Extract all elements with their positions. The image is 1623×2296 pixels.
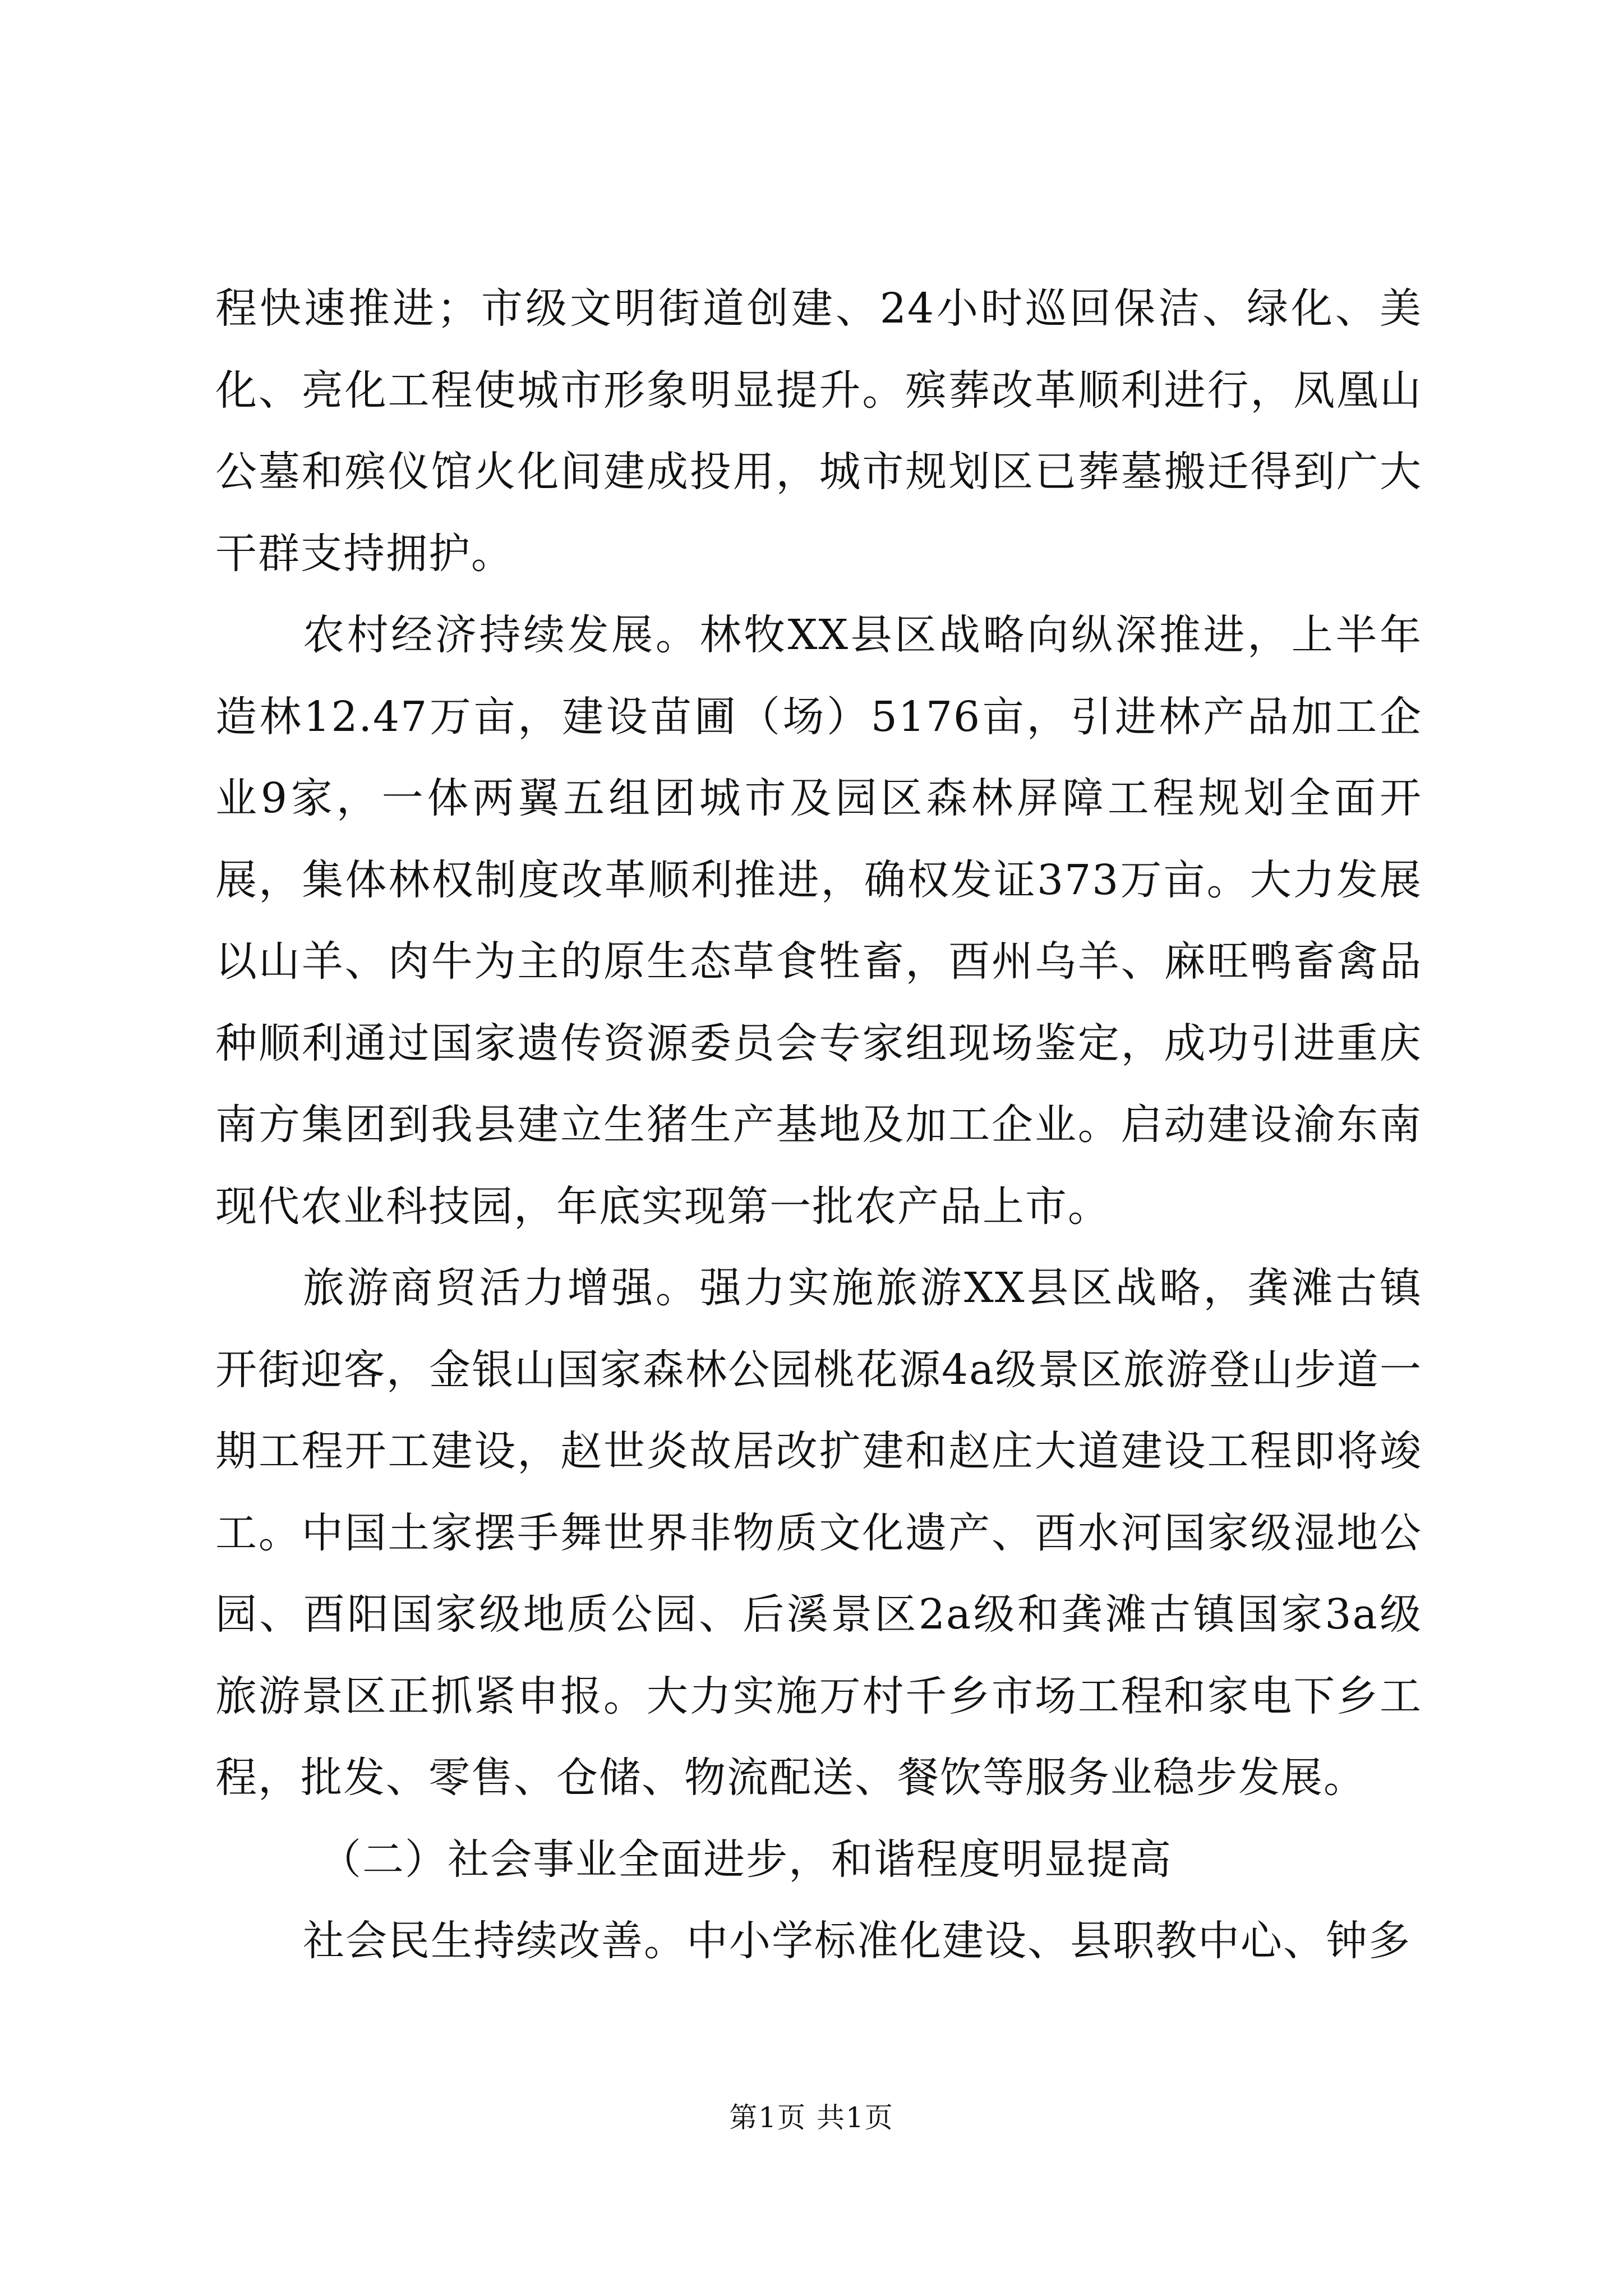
paragraph-continuation: 程快速推进；市级文明街道创建、24小时巡回保洁、绿化、美化、亮化工程使城市形象明显提升。殡葬改革顺利进行，凤凰山公墓和殡仪馆火化间建成投用，城市规划区已葬墓搬迁得到广大干群支持拥护。 bbox=[215, 284, 1422, 578]
document-body bbox=[215, 268, 1422, 1982]
section-heading: （二）社会事业全面进步，和谐程度明显提高 bbox=[320, 1835, 1172, 1884]
page-footer: 第1页 共1页 bbox=[729, 2101, 894, 2134]
paragraph-rural-economy: 农村经济持续发展。林牧XX县区战略向纵深推进，上半年造林12.47万亩，建设苗圃（场）5176亩，引进林产品加工企业9家，一体两翼五组团城市及园区森林屏障工程规划全面开展，集体林权制度改革顺利推进，确权发证373万亩。大力发展以山羊、肉牛为主的原生态草食牲畜，酉州乌羊、麻旺鸭畜禽品种顺利通过国家遗传资源委员会专家组现场鉴定，成功引进重庆南方集团到我县建立生猪生产基地及加工企业。启动建设渝东南现代农业科技园，年底实现第一批农产品上市。 bbox=[215, 611, 1422, 1231]
paragraph-social-livelihood: 社会民生持续改善。中小学标准化建设、县职教中心、钟多 bbox=[303, 1917, 1411, 1965]
paragraph-tourism-trade: 旅游商贸活力增强。强力实施旅游XX县区战略，龚滩古镇开街迎客，金银山国家森林公园桃花源4a级景区旅游登山步道一期工程开工建设，赵世炎故居改扩建和赵庄大道建设工程即将竣工。中国土家摆手舞世界非物质文化遗产、酉水河国家级湿地公园、酉阳国家级地质公园、后溪景区2a级和龚滩古镇国家3a级旅游景区正抓紧申报。大力实施万村千乡市场工程和家电下乡工程，批发、零售、仓储、物流配送、餐饮等服务业稳步发展。 bbox=[215, 1264, 1422, 1802]
